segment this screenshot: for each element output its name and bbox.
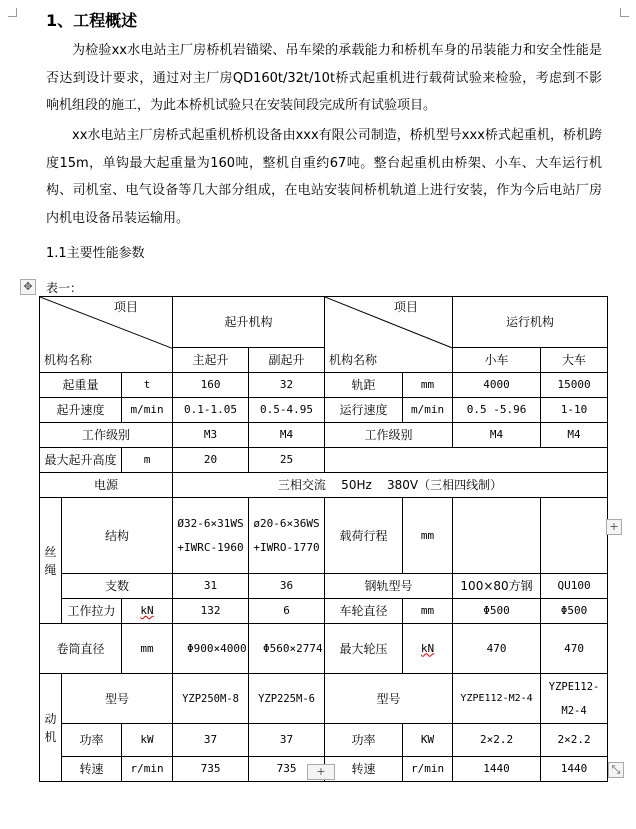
row-label: 型号 <box>325 674 453 724</box>
main-value: 31 <box>173 574 249 599</box>
aux-value: 32 <box>249 373 325 398</box>
header-item-label: 项目 <box>114 300 139 314</box>
table-row <box>40 574 608 599</box>
section-heading: 1、工程概述 <box>46 11 138 30</box>
crane-value <box>541 498 608 574</box>
header-mech-label: 机构名称 <box>329 353 378 367</box>
row-label: 工作拉力 <box>62 599 122 624</box>
table-move-icon[interactable]: ✥ <box>20 279 36 295</box>
row-label: 工作级别 <box>325 423 453 448</box>
trolley-value <box>453 498 541 574</box>
unit-cell: kW <box>122 724 173 757</box>
table-row <box>40 423 608 448</box>
crane-value: M4 <box>541 423 608 448</box>
trolley-value: 2×2.2 <box>453 724 541 757</box>
add-column-plus-icon[interactable]: + <box>606 519 622 535</box>
aux-value: 0.5-4.95 <box>249 398 325 423</box>
unit-cell: mm <box>403 498 453 574</box>
main-value: Ø32-6×31WS+IWRC-1960 <box>173 498 249 574</box>
crane-value: 15000 <box>541 373 608 398</box>
header-mech-label: 机构名称 <box>44 353 93 367</box>
unit-cell: mm <box>122 624 173 674</box>
trolley-value: 100×80方钢 <box>453 574 541 599</box>
trolley-value: 0.5 -5.96 <box>453 398 541 423</box>
row-label: 电源 <box>40 473 173 498</box>
margin-corner-mark <box>620 8 629 17</box>
table-row <box>40 498 608 574</box>
trolley-value: M4 <box>453 423 541 448</box>
unit-cell <box>122 599 173 624</box>
rope-group-label: 丝绳 <box>40 498 62 624</box>
table-row <box>40 724 608 757</box>
aux-value: Φ560×2774 <box>249 624 325 674</box>
main-value: 132 <box>173 599 249 624</box>
crane-value: YZPE112-M2-4 <box>541 674 608 724</box>
unit-cell <box>403 624 453 674</box>
unit-cell: m/min <box>122 398 173 423</box>
header-diagonal-cell <box>325 297 453 373</box>
crane-value: QU100 <box>541 574 608 599</box>
row-label: 最大轮压 <box>325 624 403 674</box>
subsection-heading: 1.1主要性能参数 <box>46 246 145 261</box>
crane-value: Φ500 <box>541 599 608 624</box>
main-hoist-header: 主起升 <box>173 348 249 373</box>
unit-cell: r/min <box>403 757 453 782</box>
row-label: 运行速度 <box>325 398 403 423</box>
crane-value: 1440 <box>541 757 608 782</box>
crane-value: 1-10 <box>541 398 608 423</box>
row-label: 载荷行程 <box>325 498 403 574</box>
header-item-label: 项目 <box>394 300 419 314</box>
aux-value: M4 <box>249 423 325 448</box>
trolley-value: YZPE112-M2-4 <box>453 674 541 724</box>
motor-group-label: 动机 <box>40 674 62 782</box>
row-label: 车轮直径 <box>325 599 403 624</box>
aux-value: 37 <box>249 724 325 757</box>
row-label: 转速 <box>62 757 122 782</box>
row-label: 最大起升高度 <box>40 448 122 473</box>
add-row-plus-icon[interactable]: + <box>307 764 335 780</box>
row-label: 结构 <box>62 498 173 574</box>
performance-table <box>39 296 608 782</box>
row-label: 型号 <box>62 674 173 724</box>
main-value: 37 <box>173 724 249 757</box>
diagonal-line <box>40 297 173 349</box>
row-label: 起重量 <box>40 373 122 398</box>
crane-value: 2×2.2 <box>541 724 608 757</box>
hoist-mechanism-header: 起升机构 <box>173 297 325 348</box>
table-row <box>40 674 608 724</box>
unit-text: kN <box>140 604 154 617</box>
unit-cell: m/min <box>403 398 453 423</box>
main-value: YZP250M-8 <box>173 674 249 724</box>
diagonal-line <box>325 297 453 349</box>
aux-value: 25 <box>249 448 325 473</box>
paragraph: xx水电站主厂房桥式起重机桥机设备由xxx有限公司制造，桥机型号xxx桥式起重机，桥机跨度15m，单钩最大起重量为160吨，整机自重约67吨。整台起重机由桥架、小车、大车运行机构、司机室、电气设备等几大部分组成，在电站安装间桥机轨道上进行安装，作为今后电站厂房内机电设备吊装运输用。 <box>46 128 602 226</box>
row-label: 钢轨型号 <box>325 574 453 599</box>
unit-cell: KW <box>403 724 453 757</box>
unit-cell: t <box>122 373 173 398</box>
aux-value: 36 <box>249 574 325 599</box>
row-label: 转速 <box>325 757 403 782</box>
main-value: 735 <box>173 757 249 782</box>
table-caption: 表一： <box>46 281 83 295</box>
table-row <box>40 624 608 674</box>
table-resize-icon[interactable]: ⤡ <box>608 762 624 778</box>
table-row <box>40 599 608 624</box>
table-row <box>40 473 608 498</box>
row-label: 卷筒直径 <box>40 624 122 674</box>
unit-cell: mm <box>403 373 453 398</box>
table-row <box>40 398 608 423</box>
trolley-value: 4000 <box>453 373 541 398</box>
row-label: 轨距 <box>325 373 403 398</box>
trolley-value: 1440 <box>453 757 541 782</box>
trolley-header: 小车 <box>453 348 541 373</box>
unit-cell: mm <box>403 599 453 624</box>
crane-header: 大车 <box>541 348 608 373</box>
empty-cell <box>325 448 608 473</box>
row-label: 起升速度 <box>40 398 122 423</box>
row-label: 支数 <box>62 574 173 599</box>
row-label: 工作级别 <box>40 423 173 448</box>
margin-corner-mark <box>8 8 17 17</box>
row-label: 功率 <box>62 724 122 757</box>
main-value: 20 <box>173 448 249 473</box>
aux-value: ø20-6×36WS+IWRO-1770 <box>249 498 325 574</box>
paragraph: 为检验xx水电站主厂房桥机岩锚梁、吊车梁的承载能力和桥机车身的吊装能力和安全性能是否达到设计要求，通过对主厂房QD160t/32t/10t桥式起重机进行载荷试验来检验，考虑到不影响机组段的施工，为此本桥机试验只在安装间段完成所有试验项目。 <box>46 43 602 113</box>
main-value: Φ900×4000 <box>173 624 249 674</box>
aux-hoist-header: 副起升 <box>249 348 325 373</box>
main-value: 160 <box>173 373 249 398</box>
main-value: 0.1-1.05 <box>173 398 249 423</box>
table-row <box>40 448 608 473</box>
main-value: M3 <box>173 423 249 448</box>
aux-value: YZP225M-6 <box>249 674 325 724</box>
unit-cell: m <box>122 448 173 473</box>
aux-value: 735 <box>249 757 325 782</box>
trolley-value: Φ500 <box>453 599 541 624</box>
row-label: 功率 <box>325 724 403 757</box>
aux-value: 6 <box>249 599 325 624</box>
travel-mechanism-header: 运行机构 <box>453 297 608 348</box>
header-diagonal-cell <box>40 297 173 373</box>
unit-text: kN <box>420 641 435 655</box>
trolley-value: 470 <box>453 624 541 674</box>
power-value: 三相交流 50Hz 380V（三相四线制） <box>173 473 608 498</box>
unit-cell: r/min <box>122 757 173 782</box>
table-row <box>40 373 608 398</box>
crane-value: 470 <box>541 624 608 674</box>
